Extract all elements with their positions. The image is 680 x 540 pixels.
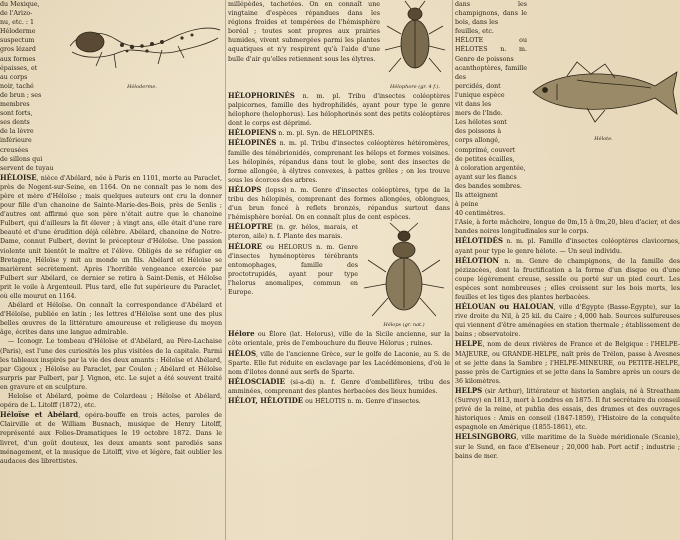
entry-helotides-text: n. m. pl. Famille d'insectes coléoptères clavicornes, ayant pour type le genre hélote. — Un seul individu. [455,238,680,255]
helops-illustration [358,222,450,322]
entry-heloise-p2: Abélard et Héloïse. On connaît la correspondance d'Abélard et d'Héloïse, publiée en latin ; les lettres d'Héloïse sont une des plus belles œuvres de la littérature amoureuse et religieuse du moyen âge, écrites dans une langue admirable. [0,302,222,337]
entry-helops [228,185,450,222]
headword-helopines: HÉLOPINÉS [228,138,277,148]
helote-text [455,0,527,218]
entry-helore2-text: ou Élore (lat. Helorus), ville de la Sicile ancienne, sur la côte orientale, près de l'embouchure du fleuve Hélorus ; ruines. [228,331,450,348]
entry-helore [228,242,358,298]
heloderme-line: épaisses, et [0,64,38,72]
entry-helore2 [228,329,450,348]
helops-side-text [228,222,358,329]
headword-helot: HÉLOT, HÉLOTIDE [228,395,304,405]
helote-line: Ils atteignent [455,191,498,199]
entry-helotion-text: n. m. Genre de champignons, de la famille des pézizacées, dont la fructification a la forme d'un disque ou d'une coupe légèrement creuse, sessile ou porté sur un pied court. Les espèces sont nombreuses ; elles croissent sur les bois morts, les feuilles et les tiges des plantes herbacées. [455,257,680,301]
heloderme-block [0,0,222,173]
helote-line: mers de l'Inde. [455,110,503,118]
heloderme-line: au corps [0,73,28,81]
helophore-block [228,0,450,91]
column-right [455,0,680,540]
entry-helopines-text: n. m. pl. Tribu d'insectes coléoptères hétéromères, famille des ténébrionidés, comprenant les hélops et formes voisines. Les hélopinés, répandus dans tout le globe, sont des insectes de forme allongée, à élytres convexes, à pattes grêles ; on les trouve sous les écorces des arbres. [228,140,450,184]
entry-helore-text: ou HÉLORUS n. m. Genre d'insectes hyménoptères térébrants entomophages, famille des proctotrupidés, ayant pour type l'helorus anomalipes, commun en Europe. [228,243,358,296]
helote-line: comprimé, couvert [455,146,516,154]
entry-helophorines-text: n. m. pl. Tribu d'insectes coléoptères palpicornes, famille des hydrophilidés, ayant pour type le genre hélophore (helophorus). Les hélophorinés sont des petits coléoptères dont le corps est déprimé. [228,93,450,128]
entry-helosciadie-text: (si-a-di) n. f. Genre d'ombellifères, tribu des amminées, comprenant des plantes herbacées des lieux humides. [228,378,450,395]
heloderme-line: inférieure [0,137,32,145]
heloderme-line: Héloderme [0,28,36,36]
helote-line: de petites écailles, [455,155,515,163]
helote-line: percidés, dont [455,82,501,90]
helote-line: corps allongé, [455,137,500,145]
entry-helot-text: ou HÉLOTIS n. m. Genre d'insectes. [303,397,421,405]
headword-helotides: HÉLOTIDÉS [455,236,503,246]
entry-helpe [455,339,680,385]
headword-heloise: HÉLOISE [0,172,37,182]
entry-helotion [455,256,680,302]
heloderme-line: servent de tuyau [0,164,54,172]
helote-line: Les hélotes sont [455,119,507,127]
entry-helos-text: , ville de l'ancienne Grèce, sur le golfe de Laconie, au S. de Sparte. Elle fut réduite en esclavage par les Lacédémoniens, d'où le nom d'ilotes donné aux serfs de Sparte. [228,350,450,376]
helote-desc: l'Asie, à forte mâchoire, longue de 0m,15 à 0m,20, bleu d'acier, et des bandes noires longitudinales sur le corps. [455,219,680,236]
helote-line: à peine [455,201,479,209]
headword-helouan: HÉLOUAN ou HALOUAN [455,302,554,312]
entry-helouan [455,302,680,339]
heloderme-line: nu, etc. : 1 [0,19,35,27]
entry-helops-text: (lopss) n. m. Genre d'insectes coléoptères, type de la tribu des hélopinés, comprenant des formes allongées, oblongues, d'un brun foncé à reflets bronzés, répandus surtout dans l'hémisphère boréal. On en connaît plus de cent espèces. [228,186,450,222]
headword-helsingborg: HELSINGBORG [455,432,517,442]
headword-helpe: HELPE [455,339,483,349]
entry-helophorines [228,91,450,128]
helote-side-text [455,0,527,218]
headword-helops: HÉLOPS [228,184,262,194]
helote-illustration [527,52,680,136]
helote-line: dans les champignons, dans le bois, dans les [455,1,527,27]
heloderme-line: de l'Arizo- [0,10,33,18]
helops-block [228,222,450,329]
helote-line: des bandes sombres. [455,182,522,190]
entry-helsingborg [455,432,680,460]
heloderme-line: de sillons qui [0,155,43,163]
headword-helps: HELPS [455,385,483,395]
heloderme-line: ses dents [0,119,30,127]
entry-heloise-text: , nièce d'Abélard, née à Paris en 1101, morte au Paraclet, près de Nogent-sur-Seine, en 1164. On ne connaît pas le nom des père et mère d'Héloïse ; mais quelques auteurs ont cru la donner pour fille d'un chanoine de Sainte-Marie-des-Bois, près de Senlis ; d'autres ont affirmé que son père n'était autre que le chanoine Fulbert, qui d'ailleurs la fit élever ; à vingt ans, elle était d'une rare beauté et d'une érudition déjà célèbre. Abélard, chanoine de Notre-Dame, connut Fulbert, devint le précepteur d'Héloïse. Une passion violente unit bientôt le maître et l'élève. Obligés de se réfugier en Bretagne, Héloïse y mit au monde un fils. Abélard et Héloïse se marièrent secrètement. Après l'horrible vengeance exercée par Fulbert sur Abélard, ce dernier se retira à Saint-Denis, et Héloïse prit le voile à Argenteuil. Plus tard, elle fut supérieure du Paraclet, où elle mourut en 1164. [0,174,222,300]
column-rule-2 [452,0,453,540]
helote-caption: Hélote. [594,136,613,142]
helote-line: ayant sur les flancs [455,173,517,181]
column-left [0,0,222,540]
heloderme-line: aux formes [0,55,36,63]
heloderme-text [0,0,62,173]
entry-helopines [228,138,450,184]
helophore-illustration [380,0,450,84]
helops-caption: Hélops (gr. nat.) [383,322,425,329]
entry-helos [228,349,450,377]
entry-heloise-p3: — Iconogr. Le tombeau d'Héloïse et d'Abélard, au Père-Lachaise (Paris), est l'une des curiosités les plus visitées de la capitale. Parmi les tableaux inspirés par la vie des deux amants : Héloïse et Abélard, par Gigoux ; Héloïse au Paraclet, par Coulon ; Abélard et Héloïse surpris par Fulbert, par J. Vignon, etc. Le sujet a été souvent traité en gravure et en sculpture. [0,338,222,391]
entry-heloise-opera [0,410,222,466]
entry-heloise [0,173,222,301]
headword-helore2: Hélore [228,329,255,339]
headword-helore: HÉLORE [228,241,263,251]
entry-heloptre [228,222,358,241]
entry-helps [455,386,680,432]
helote-block [455,0,680,218]
headword-helosciadie: HÉLOSCIADIE [228,376,285,386]
headword-heloise-opera: Héloïse et Abélard [0,410,79,420]
entry-heloise-p4: Heloïse et Abélard, poème de Colardeau ; Héloïse et Abélard, opéra de L. Litolff (1872), etc. [0,393,222,410]
heloderme-line: sont forts, [0,110,33,118]
helophore-figure [380,0,450,91]
heloderme-line: membres [0,101,30,109]
entry-heloptre-text: (n. gr. hélos, marais, et pteron, aile) n. f. Plante des marais. [228,224,358,241]
helophore-caption: Hélophore (gr. 4 f.). [389,84,441,90]
headword-heloptre: HÉLOPTRE [228,222,273,232]
helote-line: feuilles, etc. [455,28,494,36]
headword-helophorines: HÉLOPHORINÉS [228,91,295,100]
helote-line: à coloration argentée, [455,164,526,172]
entry-helosciadie [228,377,450,396]
helote-line: 40 centimètres. [455,210,506,218]
heloderme-line: gros lézard [0,46,36,54]
heloderme-figure [62,0,222,173]
entry-heloise-opera-text: , opéra-bouffe en trois actes, paroles de Clairville et de William Busnach, musique de Henry Litolff, représenté aux Folies-Dramatiques le 19 octobre 1872. Dans le livret, d'un goût douteux, les deux amants sont parodiés sans ménagement, et la musique de Litolff, vive et légère, fait oublier les audaces des librettistes. [0,412,222,465]
heloderme-line: creusées [0,146,29,154]
heloderme-line: du Mexique, [0,1,40,8]
entry-helot [228,396,450,406]
helote-line: des poissons à [455,128,502,136]
entry-helps-text: (sir Arthur), littérateur et historien anglais, né à Streatham (Surrey) en 1813, mort à Londres en 1875. Il fut secrétaire du conseil privé de la reine, et publia des essais, des drames et des ouvrages historiques : Amis en conseil (1847-1859), l'Histoire de la conquête espagnole en Amérique (1855-1861), etc. [455,387,680,432]
helops-figure [358,222,450,329]
entry-helopiens-text: n. m. pl. Syn. de HÉLOPINÉS. [276,130,375,138]
column-middle [228,0,450,540]
entry-helpe-text: , nom de deux rivières de France et de Belgique : l'HELPE-MAJEURE, ou GRANDE-HELPE, naît près de Trélon, passe à Avesnes et se jette dans la Sambre ; l'HELPE-MINEURE, ou PETITE-HELPE, passe près de Cartignies et se jette dans la Sambre après un cours de 36 kilomètres. [455,341,680,385]
helote-line: l'unique espèce [455,91,505,99]
heloderme-caption: Héloderme. [127,84,157,90]
headword-helos: HÉLOS [228,348,257,358]
helote-figure [527,0,680,218]
heloderme-line: de la lèvre [0,128,34,136]
heloderme-side-text [0,0,62,173]
entry-helotides [455,236,680,255]
column-rule-1 [225,0,226,540]
helophore-text: millépèdes, tachetées. On en connaît une vingtaine d'espèces répandues dans les régions froides et tempérées de l'hémisphère boréal ; toutes sont propres aux prairies humides, vivent submergées parmi les plantes aquatiques et n'y respirent qu'à l'aide d'une bulle d'air qu'elles retiennent sous les élytres. [228,1,380,63]
heloderme-illustration [62,0,222,84]
entry-helsingborg-text: , ville maritime de la Suède méridionale (Scanie), sur le Sund, en face d'Elseneur ; 20,000 hab. Port actif ; industrie ; bains de mer. [455,434,680,460]
heloderme-line: noir, taché [0,82,34,90]
entry-helouan-text: , ville d'Égypte (Basse-Égypte), sur la rive droite du Nil, à 25 kil. du Caire ; 4,000 hab. Sources sulfureuses qui viennent d'être aménagées en station thermale ; établissement de bains ; observatoire. [455,304,680,339]
helote-line: vit dans les [455,101,492,109]
heloderme-line: de brun ; ses [0,91,42,99]
entry-helopiens [228,128,450,138]
headword-helopiens: HÉLOPIENS [228,128,277,138]
helote-line: acanthoptères, famille des [455,64,527,81]
headword-helotion: HÉLOTION [455,255,499,265]
heloderme-line: suspectum [0,37,35,45]
helote-line: HÉLOTE ou HÉLOTES n. m. Genre de poissons [455,37,527,63]
